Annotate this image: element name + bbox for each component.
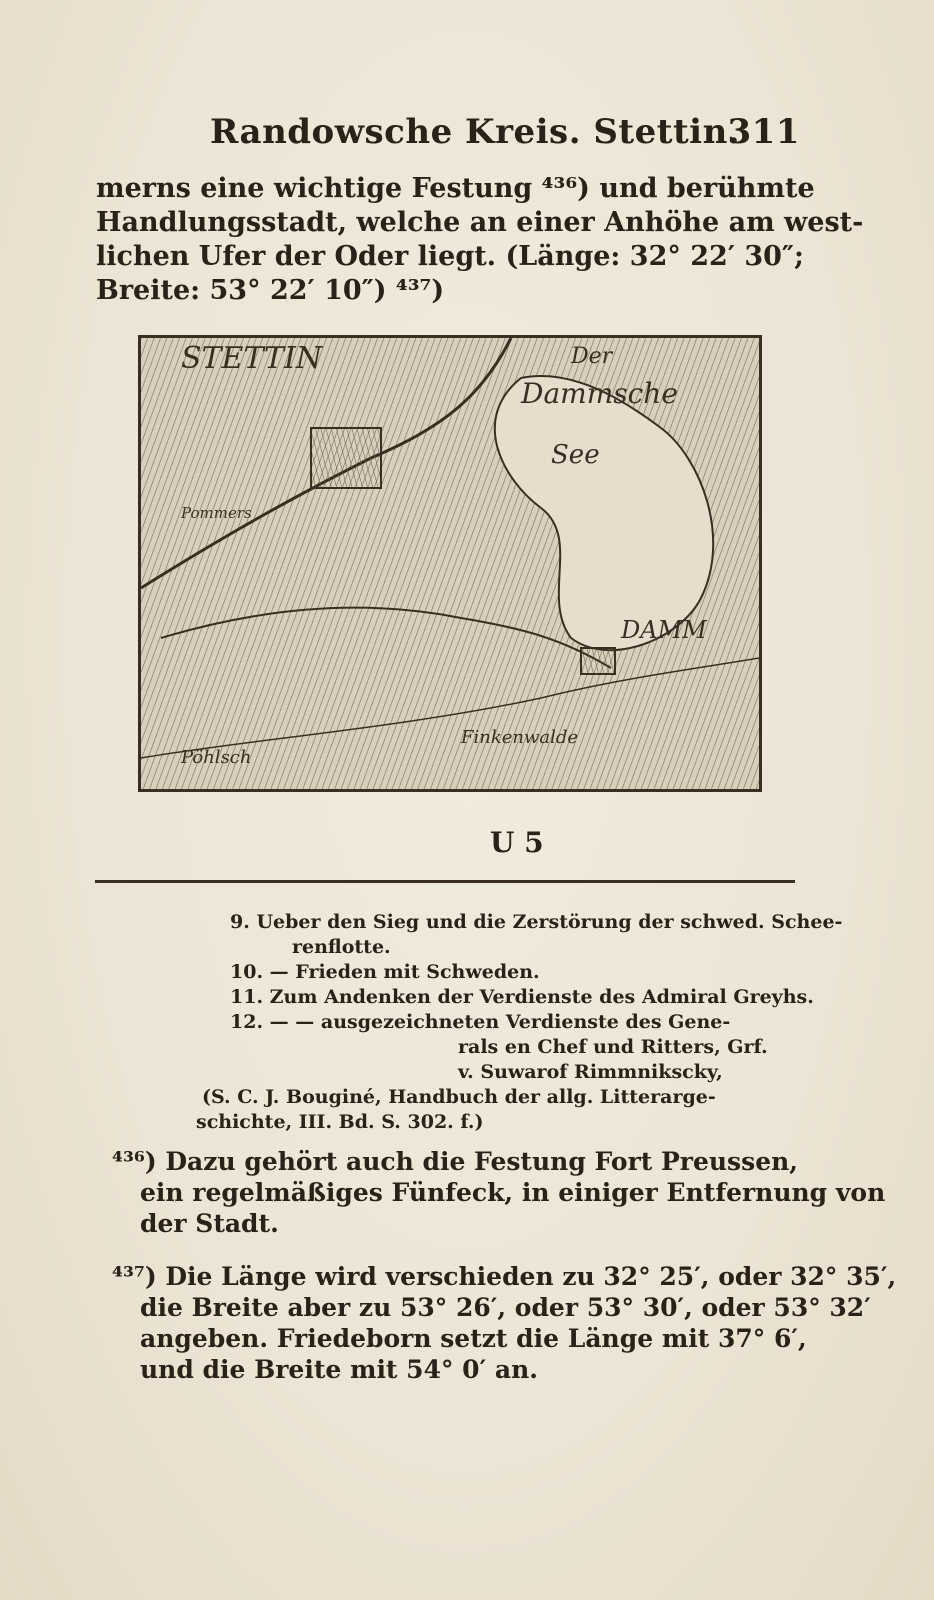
- map-label-damm: DAMM: [621, 616, 707, 644]
- footnote-line: 9. Ueber den Sieg und die Zerstörung der schwed. Schee-: [230, 911, 843, 933]
- footnote-citation: schichte, III. Bd. S. 302. f.): [196, 1111, 484, 1133]
- map-label-bottom-mid: Finkenwalde: [461, 727, 579, 748]
- footnote-rule: [95, 880, 795, 883]
- note-437: [112, 1261, 897, 1385]
- note-line: und die Breite mit 54° 0′ an.: [140, 1355, 538, 1384]
- map-label-see: See: [551, 440, 600, 470]
- footnote-list: [196, 910, 843, 1135]
- signature-mark: U 5: [490, 826, 544, 859]
- stettin-city: [311, 428, 381, 488]
- body-paragraph: [96, 172, 864, 308]
- note-line: der Stadt.: [140, 1209, 279, 1238]
- body-line: merns eine wichtige Festung ⁴³⁶) und berühmte: [96, 173, 815, 204]
- footnote-line: 10. — Frieden mit Schweden.: [230, 961, 540, 983]
- body-line: lichen Ufer der Oder liegt. (Länge: 32° 22′ 30″;: [96, 241, 804, 272]
- footnote-line: 12. — — ausgezeichneten Verdienste des Gene-: [230, 1011, 731, 1033]
- map-label-der: Der: [571, 344, 613, 369]
- map-label-stettin: STETTIN: [181, 341, 323, 376]
- damm-town: [581, 648, 615, 674]
- map-label-pommerns: Pommers: [181, 504, 252, 522]
- footnote-citation: (S. C. J. Bouginé, Handbuch der allg. Litterarge-: [202, 1086, 716, 1108]
- page-header: [210, 112, 800, 156]
- body-line: Handlungsstadt, welche an einer Anhöhe am west-: [96, 207, 864, 238]
- note-line: ⁴³⁷) Die Länge wird verschieden zu 32° 25′, oder 32° 35′,: [112, 1262, 897, 1291]
- map-label-bottom-left: Pöhlsch: [181, 747, 252, 768]
- footnote-line: rals en Chef und Ritters, Grf.: [458, 1036, 768, 1058]
- note-line: angeben. Friedeborn setzt die Länge mit 37° 6′,: [140, 1324, 807, 1353]
- map-engraving: [138, 335, 762, 792]
- map-illustration: [141, 338, 759, 789]
- note-line: die Breite aber zu 53° 26′, oder 53° 30′, oder 53° 32′: [140, 1293, 871, 1322]
- running-head: Randowsche Kreis. Stettin.: [210, 112, 741, 152]
- endnotes: [112, 1146, 897, 1407]
- note-line: ein regelmäßiges Fünfeck, in einiger Entfernung von: [140, 1178, 886, 1207]
- footnote-line: v. Suwarof Rimmnikscky,: [458, 1061, 723, 1083]
- body-line: Breite: 53° 22′ 10″) ⁴³⁷): [96, 275, 445, 306]
- page-number: 311: [727, 112, 800, 152]
- map-label-dammsche: Dammsche: [521, 377, 678, 410]
- footnote-line: renflotte.: [292, 936, 391, 958]
- footnote-line: 11. Zum Andenken der Verdienste des Admiral Greyhs.: [230, 986, 814, 1008]
- note-436: [112, 1146, 886, 1239]
- note-line: ⁴³⁶) Dazu gehört auch die Festung Fort Preussen,: [112, 1147, 798, 1176]
